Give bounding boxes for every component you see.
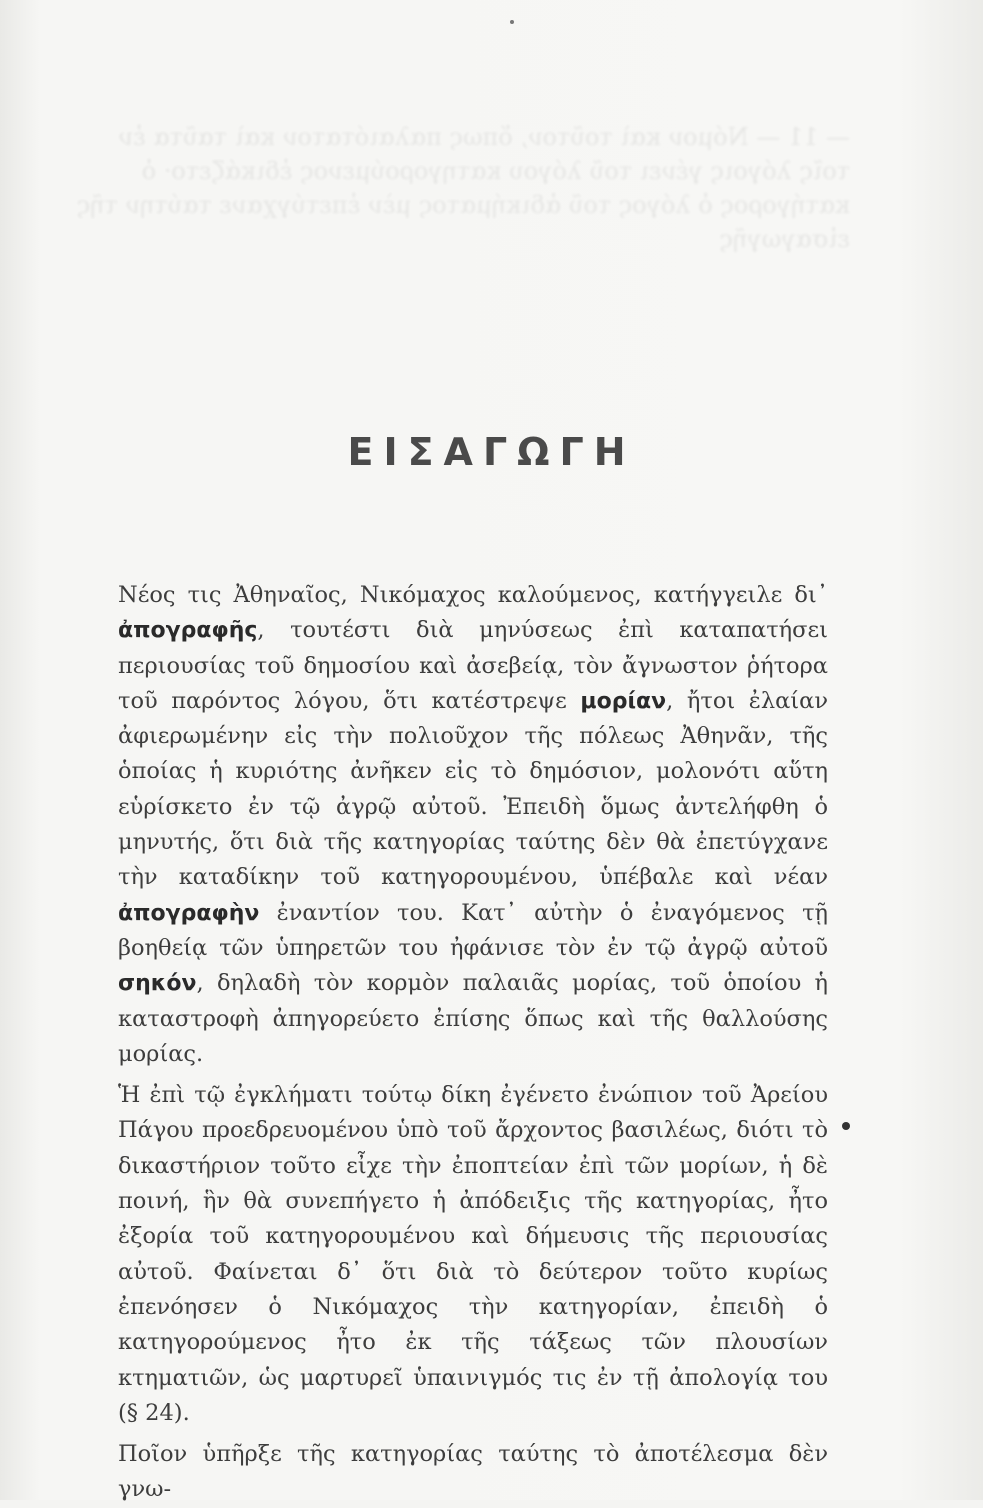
bleed-through-text: — 11 — Νόμον καὶ τοῦτον, ὅπως παλαιότατον καὶ ταῦτα ἐν τοῖς λόγοις γένει τοῦ λόγου κατηγορούμενος ἐδικάζετο· ὁ κατήγορος ὁ λόγος τοῦ ἀδικήματος μὲν ἐπετύγχανε ταύτην τῆς εἰσαγωγῆς — [76, 123, 850, 253]
page-speck — [510, 20, 514, 24]
section-title: ΕΙΣΑΓΩΓΗ — [347, 430, 636, 474]
text-run: , ἤτοι ἐλαίαν ἀφιερωμένην εἰς τὴν πολιοῦχον τῆς πόλεως Ἀθηνᾶν, τῆς ὁποίας ἡ κυριότης ἀνῆκεν εἰς τὸ δημόσιον, μολονότι αὕτη εὑρίσκετο ἐν τῷ ἀγρῷ αὐτοῦ. Ἐπειδὴ ὅμως ἀντελήφθη ὁ μηνυτής, ὅτι διὰ τῆς κατηγορίας ταύτης δὲν θὰ ἐπετύγχανε τὴν καταδίκην τοῦ κατηγορουμένου, ὑπέβαλε καὶ νέαν — [118, 687, 828, 891]
body-text — [118, 578, 828, 1508]
bold-term: μορίαν — [580, 688, 667, 714]
text-run: Νέος τις Ἀθηναῖος, Νικόμαχος καλούμενος, κατήγγειλε δι᾽ — [118, 582, 828, 608]
bold-term: ἀπογραφῆς — [118, 618, 258, 644]
bold-term: ἀπογραφὴν — [118, 900, 260, 926]
ink-dot — [842, 1122, 850, 1130]
text-run: , τουτέστι διὰ μηνύσεως ἐπὶ καταπατήσει περιουσίας τοῦ δημοσίου καὶ ἀσεβείᾳ, τὸν ἄγνωστον ῥήτορα τοῦ παρόντος λόγου, ὅτι κατέστρεψε — [118, 617, 828, 714]
text-run: ἐναντίον του. Κατ᾽ αὐτὴν ὁ ἐναγόμενος τῇ βοηθείᾳ τῶν ὑπηρετῶν του ἠφάνισε τὸν ἐν τῷ ἀγρῷ αὐτοῦ — [118, 899, 828, 961]
paragraph-3 — [118, 1437, 828, 1508]
paragraph-1 — [118, 578, 828, 1072]
paragraph-2 — [118, 1078, 828, 1431]
text-run: Ἡ ἐπὶ τῷ ἐγκλήματι τούτῳ δίκη ἐγένετο ἐνώπιον τοῦ Ἀρείου Πάγου προεδρευομένου ὑπὸ τοῦ ἄρχοντος βασιλέως, διότι τὸ δικαστήριον τοῦτο εἶχε τὴν ἐποπτείαν ἐπὶ τῶν μορίων, ἡ δὲ ποινή, ἣν θὰ συνεπήγετο ἡ ἀπόδειξις τῆς κατηγορίας, ἦτο ἐξορία τοῦ κατηγορουμένου καὶ δήμευσις τῆς περιουσίας αὐτοῦ. Φαίνεται δ᾽ ὅτι διὰ τὸ δεύτερον τοῦτο κυρίως ἐπενόησεν ὁ Νικόμαχος τὴν κατηγορίαν, ἐπειδὴ ὁ κατηγορούμενος ἦτο ἐκ τῆς τάξεως τῶν πλουσίων κτηματιῶν, ὡς μαρτυρεῖ ὑπαινιγμός τις ἐν τῇ ἀπολογίᾳ του (§ 24). — [118, 1082, 828, 1426]
text-run: , δηλαδὴ τὸν κορμὸν παλαιᾶς μορίας, τοῦ ὁποίου ἡ καταστροφὴ ἀπηγορεύετο ἐπίσης ὅπως καὶ τῆς θαλλούσης μορίας. — [118, 970, 828, 1067]
bold-term: σηκόν — [118, 971, 197, 997]
text-run: Ποῖον ὑπῆρξε τῆς κατηγορίας ταύτης τὸ ἀποτέλεσμα δὲν γνω- — [118, 1441, 828, 1503]
